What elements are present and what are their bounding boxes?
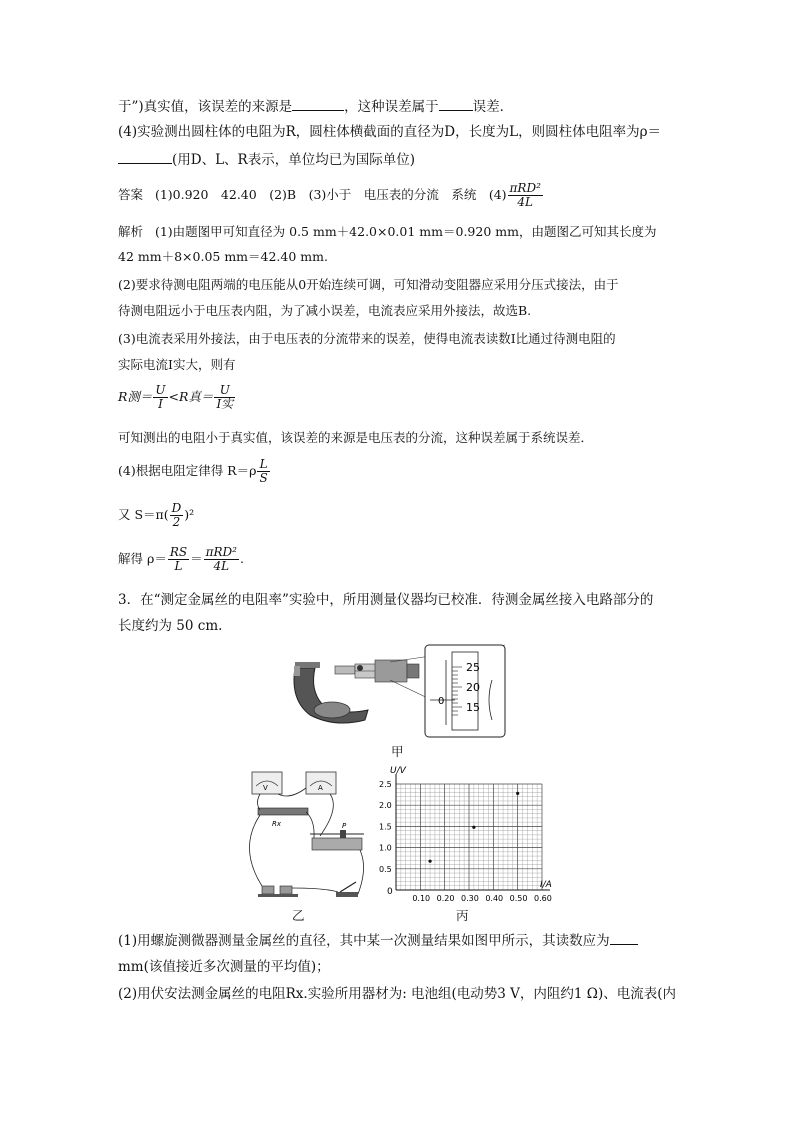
line3-text: (用D、L、R表示，单位均已为国际单位) [172,152,415,168]
x-tick-label: 0.40 [485,894,504,903]
blank-error-type [439,96,473,111]
ammeter-label: A [318,784,323,792]
answer-text: (1)0.920 42.40 (2)B (3)小于 电压表的分流 系统 (4) [154,187,507,202]
circuit-figure [240,768,370,908]
micrometer-tick-15: 15 [466,701,480,714]
question-3-line-1: 3．在“测定金属丝的电阻率”实验中，所用测量仪器均已校准．待测金属丝接入电路部分的 [118,592,654,608]
line1-part-a: 于”)真实值，该误差的来源是 [118,99,293,115]
slider-label: P [342,822,347,830]
text-line-3 [118,149,415,170]
blank-resistivity [118,149,172,164]
x-tick-label: 0.50 [509,894,528,903]
analysis-line-3: (2)要求待测电阻两端的电压能从0开始连续可调，可知滑动变阻器应采用分压式接法，由于 [118,277,619,292]
y-axis-label: U/V [390,766,406,776]
text-line-2: (4)实验测出圆柱体的电阻为R，圆柱体横截面的直径为D，长度为L，则圆柱体电阻率为ρ＝ [118,124,662,140]
formula-2: (4)根据电阻定律得 R＝ρ $\frac{L}{S}$ [118,457,268,485]
x-tick-label: 0.30 [461,894,479,903]
micrometer-zero: 0 [438,696,445,707]
y-tick-label: 2.5 [379,780,392,789]
analysis-line-7: 可知测出的电阻小于真实值，该误差的来源是电压表的分流，这种误差属于系统误差． [118,430,594,445]
analysis-line-4: 待测电阻远小于电压表内阻，为了减小误差，电流表应采用外接法，故选B. [118,303,532,318]
question-3-line-4: mm(该值接近多次测量的平均值)； [118,959,330,975]
caption-yi: 乙 [292,908,305,923]
analysis-line-1 [118,222,656,242]
line1-part-c: 误差． [472,99,514,115]
y-tick-label: 1.0 [379,843,392,853]
question-3-line-3 [118,930,638,951]
micrometer-figure [280,640,520,740]
x-axis-label: I/A [540,880,552,890]
x-tick-label: 0.20 [436,894,455,903]
y-tick-label: 0.5 [379,864,392,874]
data-point [428,860,431,863]
voltmeter-label: V [263,784,268,792]
blank-diameter [610,930,638,945]
x-tick-label: 0.60 [534,894,552,903]
caption-bing: 丙 [456,908,469,923]
analysis-line-5: (3)电流表采用外接法，由于电压表的分流带来的误差，使得电流表读数I比通过待测电阻的 [118,331,616,346]
analysis-text-1: (1)由题图甲可知直径为 0.5 mm＋42.0×0.01 mm＝0.920 mm，由题图乙可知其长度为 [154,224,657,239]
answer-fraction: $\frac{\text{πRD²}}{4L}$ [509,181,541,209]
answer-line [118,182,544,209]
origin-label: 0 [387,887,393,897]
micrometer-tick-20: 20 [466,681,480,694]
y-tick-label: 2.0 [379,801,392,811]
line1-part-b: ，这种误差属于 [344,99,439,115]
resistor-label: Rx [272,820,282,828]
question-3-line-2: 长度约为 50 cm. [118,618,223,634]
data-point [472,826,475,829]
q3-part-1: (1)用螺旋测微器测量金属丝的直径，其中某一次测量结果如图甲所示，其读数应为 [118,933,610,949]
question-3-line-5: (2)用伏安法测金属丝的电阻Rx.实验所用器材为: 电池组(电动势3 V，内阻约1 Ω)、电流表(内 [118,986,677,1002]
ui-graph [362,762,562,910]
analysis-line-2: 42 mm＋8×0.05 mm＝42.40 mm. [118,249,328,264]
blank-error-source [292,96,344,111]
formula-1: R测＝ $\frac{U}{I}$ <R真＝ $\frac{U}{\text{I实}}$ [118,383,234,411]
formula-4: 解得 ρ＝ $\frac{RS}{L}$ ＝ $\frac{\text{πRD²}}{4L}$ . [118,545,244,573]
analysis-label: 解析 [118,224,144,239]
data-point [516,792,519,795]
caption-jia: 甲 [391,744,404,759]
formula-3: 又 S＝π( $\frac{D}{2}$ )² [118,501,195,529]
text-line-1 [118,96,513,117]
answer-label: 答案 [118,187,144,202]
x-tick-label: 0.10 [412,894,431,903]
analysis-line-6: 实际电流I实大，则有 [118,357,236,372]
micrometer-tick-25: 25 [466,661,480,674]
y-tick-label: 1.5 [379,822,392,832]
